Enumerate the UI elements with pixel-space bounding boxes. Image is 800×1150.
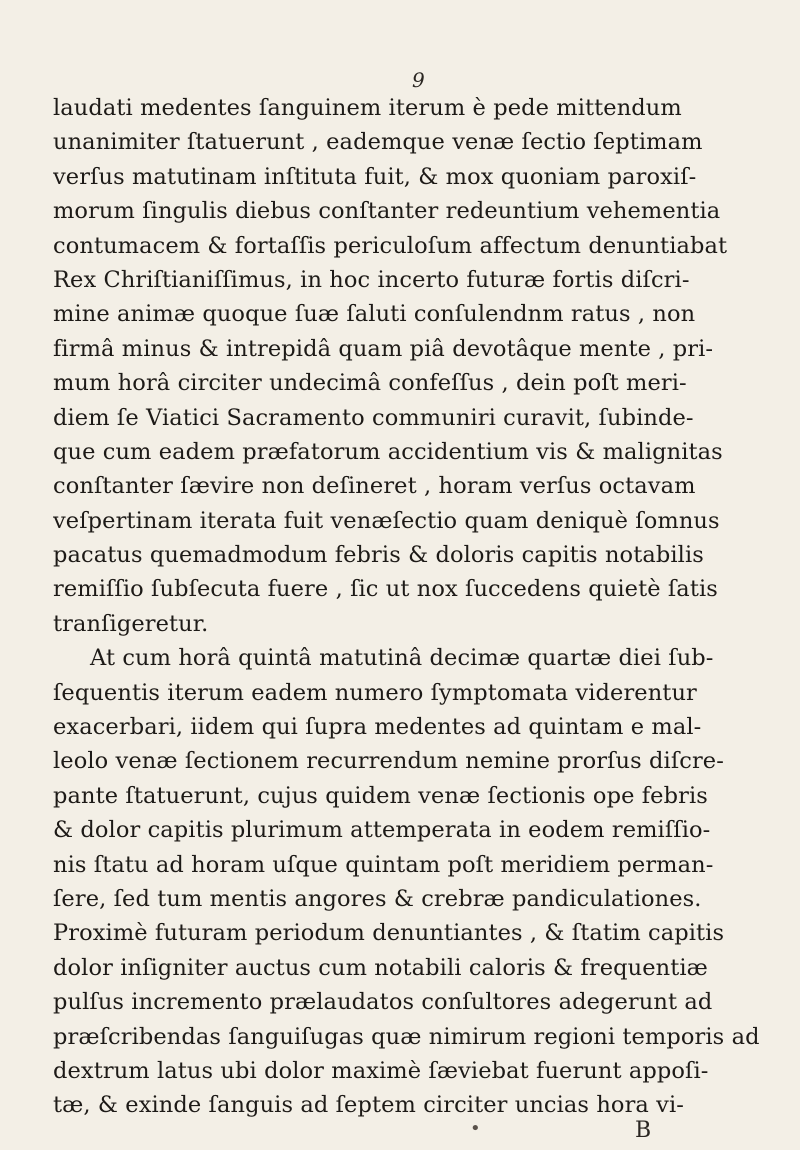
text-line: contumacem & fortaſſis periculoſum affectum denuntiabat (53, 232, 728, 259)
text-line: diem ſe Viatici Sacramento communiri curavit, ſubinde- (53, 404, 694, 431)
text-line: nis ſtatu ad horam uſque quintam poſt meridiem perman- (53, 851, 714, 878)
signature-mark: B (635, 1118, 652, 1143)
text-line: dextrum latus ubi dolor maximè ſæviebat fuerunt appoſi- (53, 1057, 709, 1084)
text-line: exacerbari, iidem qui ſupra medentes ad quintam e mal- (53, 714, 702, 741)
text-line: tæ, & exinde ſanguis ad ſeptem circiter uncias hora vi- (53, 1092, 684, 1119)
text-line: que cum eadem præfatorum accidentium vis & malignitas (53, 438, 723, 465)
text-line: præſcribendas ſanguiſugas quæ nimirum regioni temporis ad (53, 1023, 760, 1050)
text-line: mine animæ quoque ſuæ ſaluti conſulendnm ratus , non (53, 301, 696, 328)
text-line: pulſus incremento prælaudatos conſultores adegerunt ad (53, 989, 713, 1016)
text-line: pacatus quemadmodum febris & doloris capitis notabilis (53, 542, 704, 569)
page-number: 9 (412, 68, 425, 92)
text-line: conſtanter ſævire non deſineret , horam verſus octavam (53, 473, 696, 500)
text-line: pante ſtatuerunt, cujus quidem venæ ſectionis ope febris (53, 782, 708, 809)
text-line: laudati medentes ſanguinem iterum è pede mittendum (53, 95, 682, 121)
text-line: verſus matutinam inſtituta fuit, & mox quoniam paroxiſ- (53, 163, 697, 190)
body-text (53, 91, 783, 1123)
text-line: morum ſingulis diebus conſtanter redeuntium vehementia (53, 198, 721, 225)
text-line: veſpertinam iterata fuit venæſectio quam deniquè ſomnus (53, 507, 720, 534)
text-line: ſere, ſed tum mentis angores & crebræ pandiculationes. (53, 885, 702, 912)
text-line: mum horâ circiter undecimâ confeſſus , dein poſt meri- (53, 370, 687, 397)
text-line: & dolor capitis plurimum attemperata in eodem remiſſio- (53, 817, 711, 844)
text-line: unanimiter ſtatuerunt , eademque venæ ſectio ſeptimam (53, 129, 703, 156)
text-line-paragraph-start: At cum horâ quintâ matutinâ decimæ quartæ diei ſub- (90, 645, 714, 672)
text-line: tranſigeretur. (53, 610, 209, 637)
text-line: ſequentis iterum eadem numero ſymptomata viderentur (53, 679, 697, 706)
text-line: Rex Chriſtianiſſimus, in hoc incerto futuræ fortis diſcri- (53, 266, 690, 293)
text-line: Proximè futuram periodum denuntiantes , & ſtatim capitis (53, 920, 725, 947)
text-line: leolo venæ ſectionem recurrendum nemine prorſus diſcre- (53, 748, 724, 775)
text-line: firmâ minus & intrepidâ quam piâ devotâque mente , pri- (53, 335, 714, 362)
text-line: dolor inſigniter auctus cum notabili caloris & frequentiæ (53, 954, 708, 981)
text-line: remiſſio ſubſecuta fuere , ſic ut nox ſuccedens quietè ſatis (53, 576, 718, 603)
printer-mark: • (470, 1118, 481, 1139)
